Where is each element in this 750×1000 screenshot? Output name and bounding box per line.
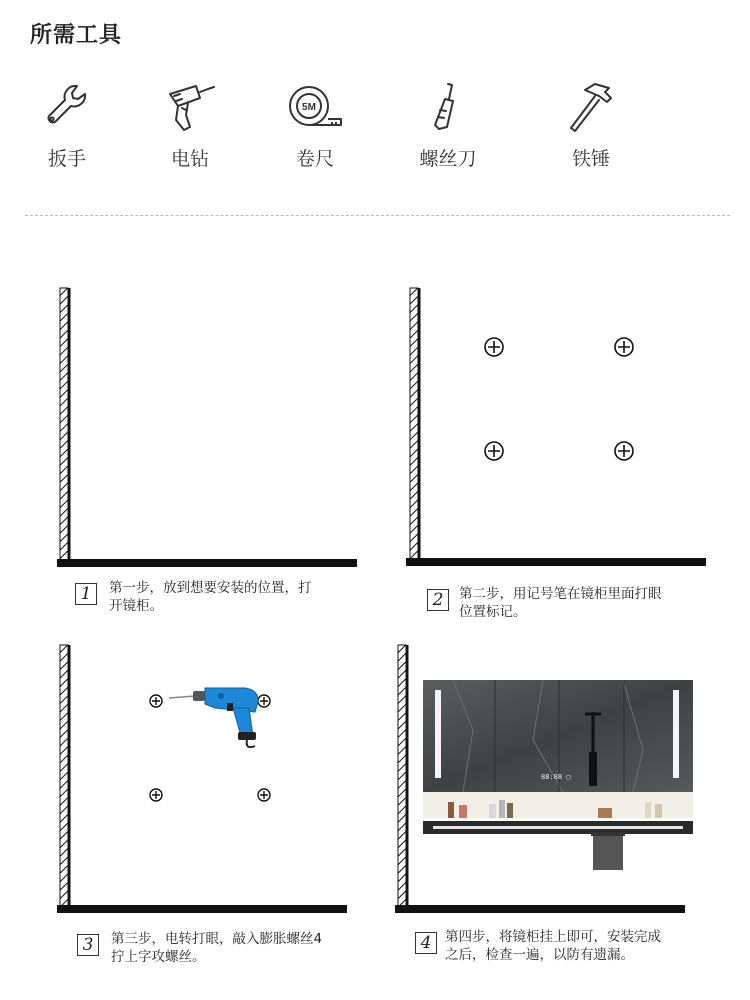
step-number: 4 [415,932,437,954]
tool-tape-measure [260,80,370,171]
wall-floor-diagram [55,283,360,573]
step-4-panel [393,640,713,975]
tool-label: 扳手 [47,148,86,170]
mirror-cabinet-image [423,680,693,870]
svg-text:88:88 ▢: 88:88 ▢ [541,773,571,781]
step-text-line2: 位置标记。 [459,604,527,620]
step-text-line2: 拧上字攻螺丝。 [111,949,206,965]
tool-label: 电钻 [170,148,209,170]
step-text-line1: 第四步，将镜柜挂上即可，安装完成 [445,929,661,945]
tape-measure-icon [283,80,347,136]
wrench-icon [37,80,97,136]
tool-label: 螺丝刀 [419,148,477,170]
step-text-line1: 第一步，放到想要安装的位置，打 [109,580,312,596]
tool-label: 卷尺 [295,148,334,170]
tape-badge: 5M [302,102,316,113]
step-text-line2: 开镜柜。 [109,598,163,614]
step-text-line1: 第二步，用记号笔在镜柜里面打眼 [459,586,662,602]
step-number: 2 [427,589,449,611]
step-number: 3 [77,934,99,956]
mark-crosses [485,338,633,460]
tools-row [0,80,750,190]
electric-drill-image [169,688,258,747]
step-number: 1 [75,583,97,605]
tool-wrench [12,80,122,171]
wall-floor-diagram [393,640,713,920]
step-2-panel [405,283,715,623]
step-1-panel [55,283,360,623]
step-text-line2: 之后，检查一遍，以防有遗漏。 [445,947,634,963]
tool-screwdriver [393,80,503,171]
tool-drill [135,80,245,171]
step-text-line1: 第三步，电转打眼，敲入膨胀螺丝4 [111,931,323,947]
section-divider [25,215,730,216]
drill-icon [160,80,220,136]
tool-hammer [536,80,646,171]
wall-floor-diagram [55,640,360,920]
step-3-panel [55,640,360,975]
tool-label: 铁锤 [571,148,610,170]
page-title: 所需工具 [30,23,123,48]
hammer-icon [561,80,621,136]
wall-floor-diagram [405,283,715,573]
screwdriver-icon [418,80,478,136]
